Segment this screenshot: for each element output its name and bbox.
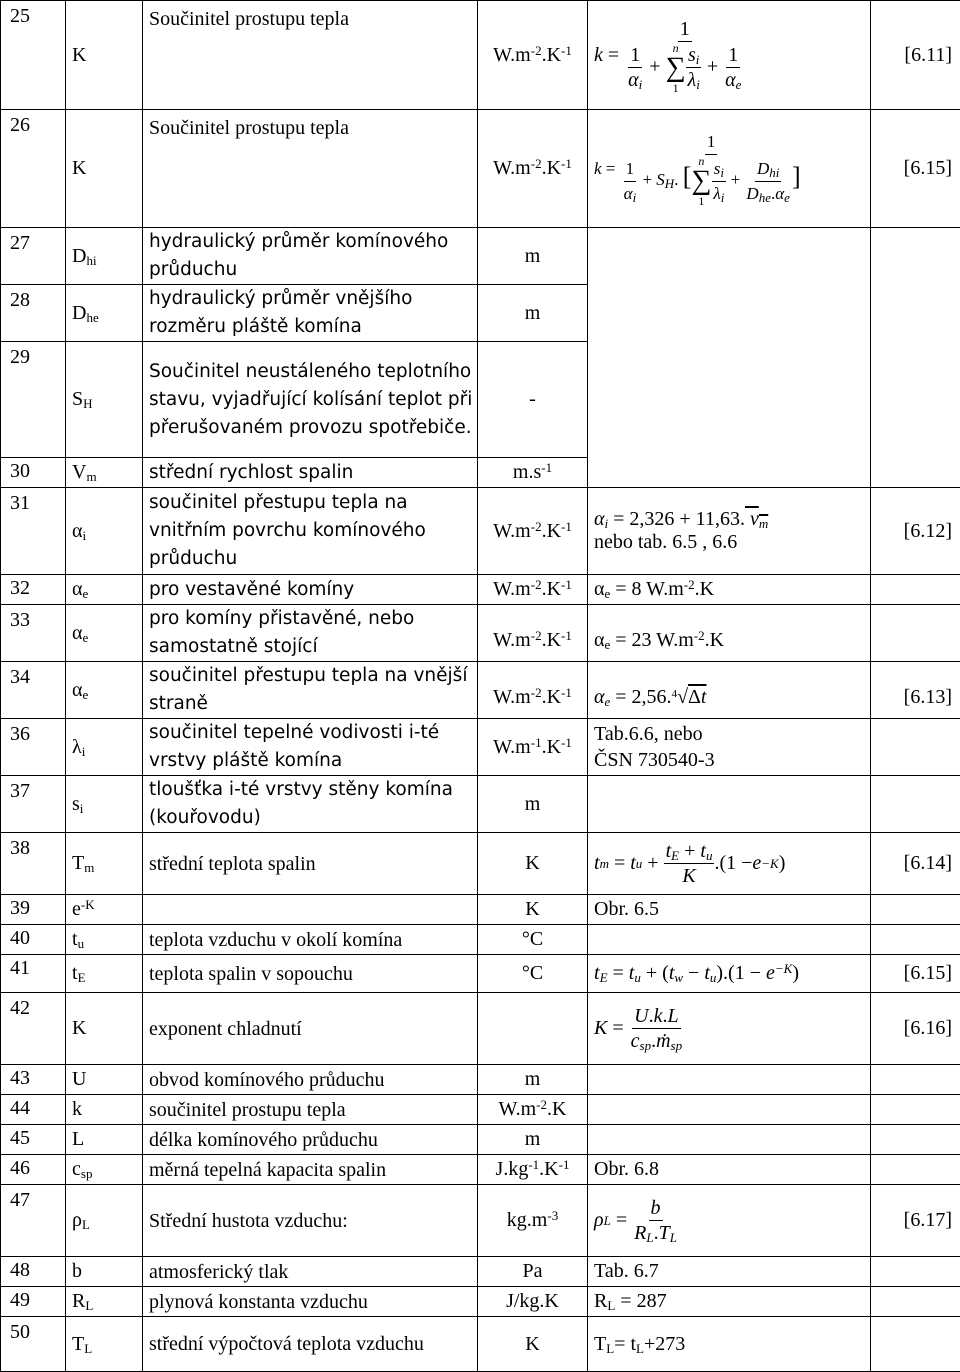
symbol: $s_i$ <box>66 776 143 833</box>
row-number: 33 <box>1 605 66 662</box>
formula: Obr. 6.8 <box>588 1155 871 1185</box>
table-row <box>1 1065 960 1095</box>
unit: °C <box>478 925 588 955</box>
unit: $W.m^{-2}.K^{-1}$ <box>478 662 588 719</box>
description: pro komíny přistavěné, nebo samostatně stojící <box>143 605 478 662</box>
row-number: 29 <box>1 342 66 458</box>
formula: $\alpha_i = 2,326 + 11,63$. $v_m$ nebo tab. 6.5 , 6.6 <box>588 488 871 575</box>
symbol: $R_L$ <box>66 1287 143 1317</box>
equation-ref <box>871 719 960 776</box>
unit: m <box>478 1125 588 1155</box>
unit: $J.kg^{-1}.K^{-1}$ <box>478 1155 588 1185</box>
description: obvod komínového průduchu <box>143 1065 478 1095</box>
formula: $T_L= t_L+273$ <box>588 1317 871 1372</box>
row-number: 43 <box>1 1065 66 1095</box>
row-number: 38 <box>1 833 66 895</box>
symbol: K <box>66 993 143 1065</box>
formula: k = 1 $\frac{1}{\alpha_i}$ + n ∑ 1 $\frac{s_i}{\lambda_i}$ + $\frac{1}{\alpha_e}$ <box>588 1 871 110</box>
formula <box>588 285 871 342</box>
row-number: 42 <box>1 993 66 1065</box>
description: Součinitel neustáleného teplotního stavu, vyjadřující kolísání teplot při přerušovaném provozu spotřebiče. <box>143 342 478 458</box>
description: plynová konstanta vzduchu <box>143 1287 478 1317</box>
unit: $W.m^{-2}.K^{-1}$ <box>478 110 588 228</box>
unit: $W.m^{-2}.K^{-1}$ <box>478 575 588 605</box>
description: součinitel prostupu tepla <box>143 1095 478 1125</box>
formula <box>588 1065 871 1095</box>
equation-ref <box>871 1125 960 1155</box>
equation-ref: [6.16] <box>871 993 960 1065</box>
unit: $kg.m^{-3}$ <box>478 1185 588 1257</box>
table-row <box>1 488 960 575</box>
unit: $W.m^{-1}.K^{-1}$ <box>478 719 588 776</box>
symbol: $t_u$ <box>66 925 143 955</box>
symbol: K <box>66 110 143 228</box>
row-number: 46 <box>1 1155 66 1185</box>
table-row <box>1 285 960 342</box>
symbol: $\alpha_i$ <box>66 488 143 575</box>
unit: $W.m^{-2}.K$ <box>478 1095 588 1125</box>
description: pro vestavěné komíny <box>143 575 478 605</box>
symbol: k <box>66 1095 143 1125</box>
row-number: 37 <box>1 776 66 833</box>
unit: J/kg.K <box>478 1287 588 1317</box>
symbol: $\rho_L$ <box>66 1185 143 1257</box>
formula: ρ L = $\frac{b}{R_L.T_L}$ <box>588 1185 871 1257</box>
unit: $W.m^{-2}.K^{-1}$ <box>478 488 588 575</box>
unit: m <box>478 228 588 285</box>
unit: $m.s^{-1}$ <box>478 458 588 488</box>
unit: Pa <box>478 1257 588 1287</box>
table-row <box>1 1095 960 1125</box>
equation-ref <box>871 925 960 955</box>
symbol: $\lambda_i$ <box>66 719 143 776</box>
symbol: $D_{he}$ <box>66 285 143 342</box>
table-row <box>1 1125 960 1155</box>
table-row <box>1 110 960 228</box>
symbol: L <box>66 1125 143 1155</box>
formula: $t_E = t_u + (t_w - t_u).(1 - e^{-K})$ <box>588 955 871 993</box>
description: střední rychlost spalin <box>143 458 478 488</box>
description: měrná tepelná kapacita spalin <box>143 1155 478 1185</box>
unit: K <box>478 1317 588 1372</box>
symbol: $D_{hi}$ <box>66 228 143 285</box>
formula <box>588 925 871 955</box>
row-number: 34 <box>1 662 66 719</box>
equation-ref: [6.17] <box>871 1185 960 1257</box>
equation-ref <box>871 342 960 458</box>
table-row <box>1 1185 960 1257</box>
table-row <box>1 342 960 458</box>
symbol: $c_{sp}$ <box>66 1155 143 1185</box>
description: součinitel tepelné vodivosti i-té vrstvy pláště komína <box>143 719 478 776</box>
formula <box>588 228 871 285</box>
table-row <box>1 1287 960 1317</box>
description: hydraulický průměr vnějšího rozměru pláště komína <box>143 285 478 342</box>
description: teplota spalin v sopouchu <box>143 955 478 993</box>
description: atmosferický tlak <box>143 1257 478 1287</box>
equation-ref <box>871 605 960 662</box>
description: délka komínového průduchu <box>143 1125 478 1155</box>
table-row <box>1 955 960 993</box>
row-number: 48 <box>1 1257 66 1287</box>
equation-ref <box>871 1155 960 1185</box>
row-number: 39 <box>1 895 66 925</box>
row-number: 49 <box>1 1287 66 1317</box>
equation-ref: [6.11] <box>871 1 960 110</box>
row-number: 32 <box>1 575 66 605</box>
symbol: b <box>66 1257 143 1287</box>
row-number: 47 <box>1 1185 66 1257</box>
formula <box>588 342 871 458</box>
unit: m <box>478 1065 588 1095</box>
table-row <box>1 458 960 488</box>
description <box>143 895 478 925</box>
unit: m <box>478 285 588 342</box>
formula: K = $\frac{U.k.L}{c_{sp}.ṁ_{sp}}$ <box>588 993 871 1065</box>
table-row <box>1 662 960 719</box>
symbol: U <box>66 1065 143 1095</box>
formula: Obr. 6.5 <box>588 895 871 925</box>
unit: $W.m^{-2}.K^{-1}$ <box>478 1 588 110</box>
description: součinitel přestupu tepla na vnitřním povrchu komínového průduchu <box>143 488 478 575</box>
description: teplota vzduchu v okolí komína <box>143 925 478 955</box>
description: střední výpočtová teplota vzduchu <box>143 1317 478 1372</box>
row-number: 50 <box>1 1317 66 1372</box>
formula: $R_L = 287$ <box>588 1287 871 1317</box>
equation-ref <box>871 1257 960 1287</box>
symbol: $t_E$ <box>66 955 143 993</box>
equation-ref <box>871 895 960 925</box>
description: hydraulický průměr komínového průduchu <box>143 228 478 285</box>
unit: °C <box>478 955 588 993</box>
formula: $\alpha_e = 23$ $W.m^{-2}.K$ <box>588 605 871 662</box>
symbol: $S_H$ <box>66 342 143 458</box>
symbol: $e^{-K}$ <box>66 895 143 925</box>
equation-ref: [6.12] <box>871 488 960 575</box>
row-number: 36 <box>1 719 66 776</box>
description: exponent chladnutí <box>143 993 478 1065</box>
row-number: 41 <box>1 955 66 993</box>
equation-ref <box>871 285 960 342</box>
unit: K <box>478 833 588 895</box>
table-row <box>1 575 960 605</box>
table-row <box>1 776 960 833</box>
table-row <box>1 1257 960 1287</box>
formula: Tab. 6.7 <box>588 1257 871 1287</box>
description: součinitel přestupu tepla na vnější straně <box>143 662 478 719</box>
row-number: 44 <box>1 1095 66 1125</box>
symbol: K <box>66 1 143 110</box>
unit: K <box>478 895 588 925</box>
symbol: $\alpha_e$ <box>66 662 143 719</box>
table-row <box>1 1155 960 1185</box>
row-number: 40 <box>1 925 66 955</box>
table-row <box>1 1 960 110</box>
symbol: $T_L$ <box>66 1317 143 1372</box>
equation-ref <box>871 575 960 605</box>
row-number: 31 <box>1 488 66 575</box>
description: tloušťka i-té vrstvy stěny komína (kouřovodu) <box>143 776 478 833</box>
description: Součinitel prostupu tepla <box>143 110 478 228</box>
description: střední teplota spalin <box>143 833 478 895</box>
unit: m <box>478 776 588 833</box>
table-row <box>1 1317 960 1372</box>
symbol: $\alpha_e$ <box>66 605 143 662</box>
equation-ref: [6.15] <box>871 955 960 993</box>
table-row <box>1 228 960 285</box>
equation-ref <box>871 1287 960 1317</box>
row-number: 45 <box>1 1125 66 1155</box>
row-number: 30 <box>1 458 66 488</box>
formula: t m = t u + $\frac{t_E + t_u}{K}$ .(1 − e −K ) <box>588 833 871 895</box>
formula: $\alpha_e = 2,56.^4√\Delta t$ <box>588 662 871 719</box>
row-number: 25 <box>1 1 66 110</box>
formula <box>588 458 871 488</box>
equation-ref <box>871 458 960 488</box>
formula: k = 1 $\frac{1}{\alpha_i}$ + $S_H$. [ n ∑ 1 $\frac{s_i}{\lambda_i}$ + $\frac{D_{hi}}{D_{he}.\alpha_e}$ ] <box>588 110 871 228</box>
description: Součinitel prostupu tepla <box>143 1 478 110</box>
formula <box>588 1095 871 1125</box>
table-row <box>1 925 960 955</box>
unit: - <box>478 342 588 458</box>
equation-ref <box>871 776 960 833</box>
table-row <box>1 605 960 662</box>
table-row <box>1 895 960 925</box>
formula: Tab.6.6, nebo ČSN 730540-3 <box>588 719 871 776</box>
symbol: $V_m$ <box>66 458 143 488</box>
equation-ref: [6.14] <box>871 833 960 895</box>
row-number: 28 <box>1 285 66 342</box>
table-row <box>1 719 960 776</box>
description: Střední hustota vzduchu: <box>143 1185 478 1257</box>
table-row <box>1 993 960 1065</box>
equation-ref <box>871 1317 960 1372</box>
unit <box>478 993 588 1065</box>
equation-ref <box>871 1095 960 1125</box>
symbol: $T_m$ <box>66 833 143 895</box>
symbol: $\alpha_e$ <box>66 575 143 605</box>
table-row <box>1 833 960 895</box>
row-number: 26 <box>1 110 66 228</box>
equation-ref: [6.15] <box>871 110 960 228</box>
unit: $W.m^{-2}.K^{-1}$ <box>478 605 588 662</box>
equation-ref <box>871 1065 960 1095</box>
equation-ref <box>871 228 960 285</box>
formula <box>588 776 871 833</box>
row-number: 27 <box>1 228 66 285</box>
equation-ref: [6.13] <box>871 662 960 719</box>
formula: $\alpha_e = 8$ $W.m^{-2}.K$ <box>588 575 871 605</box>
formula <box>588 1125 871 1155</box>
